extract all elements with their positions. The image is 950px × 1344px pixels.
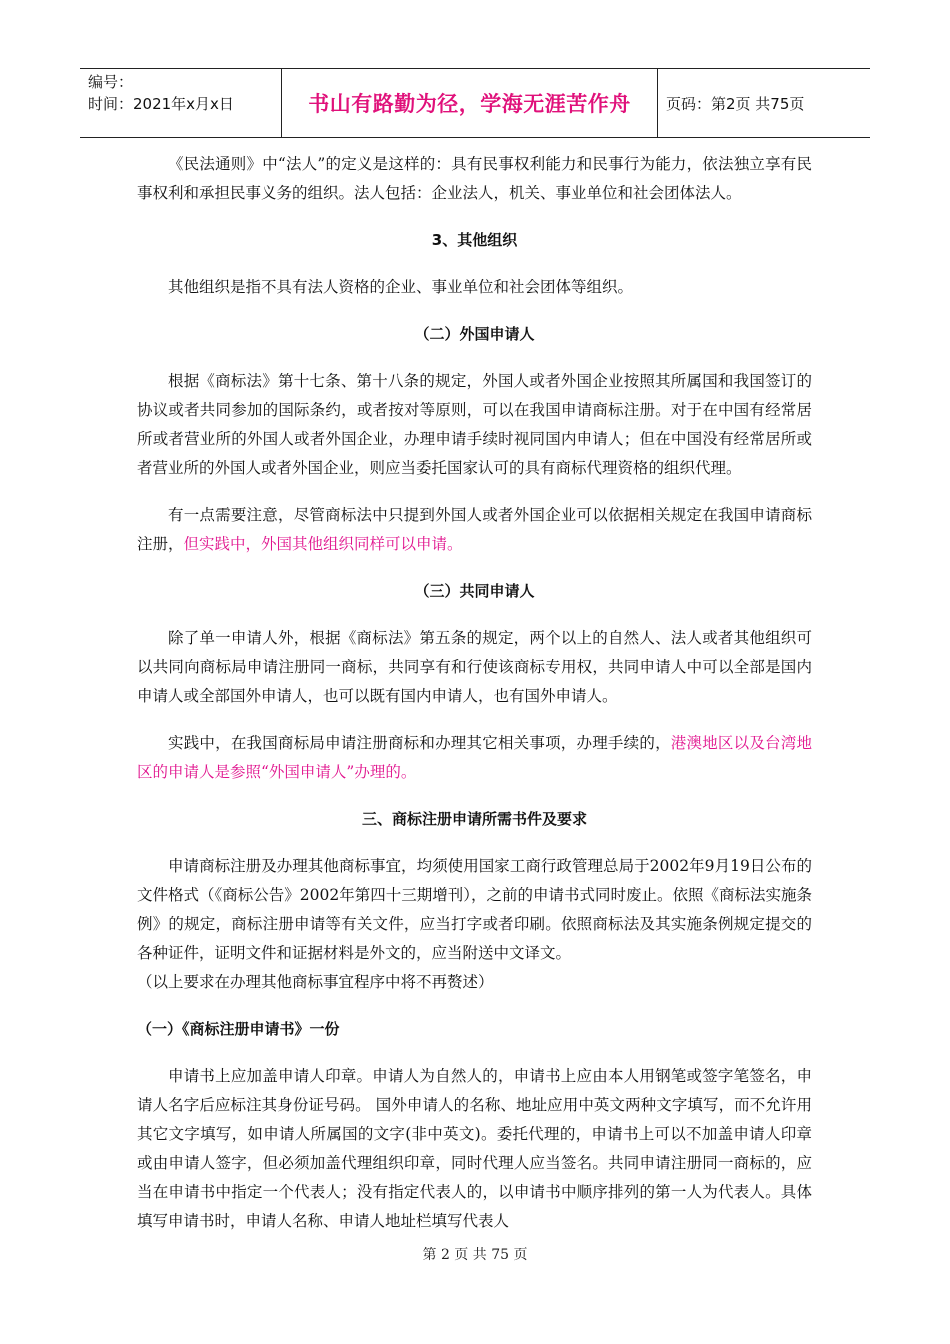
practice-text: 实践中，在我国商标局申请注册商标和办理其它相关事项，办理手续的， bbox=[168, 734, 671, 752]
paragraph-format-note: （以上要求在办理其他商标事宜程序中将不再赘述） bbox=[137, 973, 494, 991]
paragraph-document-format: 申请商标注册及办理其他商标事宜，均须使用国家工商行政管理总局于2002年9月19日公布的文件格式（《商标公告》2002年第四十三期增刊），之前的申请书式同时废止。依照《商标法实施条例》的规定，商标注册申请等有关文件，应当打字或者印刷。依照商标法及其实施条例规定提交的各种证件，证明文件和证据材料是外文的，应当附送中文译文。 bbox=[137, 857, 812, 962]
heading-other-organizations: 3、其他组织 bbox=[431, 231, 518, 249]
header-motto: 书山有路勤为径，学海无涯苦作舟 bbox=[282, 69, 658, 137]
paragraph-legal-person: 《民法通则》中“法人”的定义是这样的：具有民事权利能力和民事行为能力，依法独立享有民事权利和承担民事义务的组织。法人包括：企业法人，机关、事业单位和社会团体法人。 bbox=[137, 155, 812, 202]
document-body bbox=[137, 150, 812, 1236]
paragraph-foreign-applicants: 根据《商标法》第十七条、第十八条的规定，外国人或者外国企业按照其所属国和我国签订的协议或者共同参加的国际条约，或者按对等原则，可以在我国申请商标注册。对于在中国有经常居所或者营业所的外国人或者外国企业，办理申请手续时视同国内申请人；但在中国没有经常居所或者营业所的外国人或者外国企业，则应当委托国家认可的具有商标代理资格的组织代理。 bbox=[137, 372, 812, 477]
paragraph-practice bbox=[137, 729, 812, 787]
paragraph-note bbox=[137, 501, 812, 559]
heading-foreign-applicants: （二）外国申请人 bbox=[414, 325, 535, 343]
heading-section-three: 三、商标注册申请所需书件及要求 bbox=[361, 810, 587, 828]
page-header bbox=[80, 68, 870, 138]
paragraph-other-organizations: 其他组织是指不具有法人资格的企业、事业单位和社会团体等组织。 bbox=[168, 278, 634, 296]
number-label: 编号： bbox=[88, 73, 134, 91]
paragraph-joint-applicants: 除了单一申请人外，根据《商标法》第五条的规定，两个以上的自然人、法人或者其他组织可以共同向商标局申请注册同一商标，共同享有和行使该商标专用权，共同申请人中可以全部是国内申请人或全部国外申请人，也可以既有国内申请人，也有国外申请人。 bbox=[137, 629, 812, 705]
time-label: 时间：2021年x月x日 bbox=[88, 95, 234, 113]
practice-highlight: 港澳地区以及台湾地区的申请人是参照“外国申请人”办理的。 bbox=[137, 734, 812, 781]
note-text: 有一点需要注意，尽管商标法中只提到外国人或者外国企业可以依据相关规定在我国申请商标注册， bbox=[137, 506, 812, 553]
header-meta bbox=[80, 69, 282, 137]
heading-application-form: （一）《商标注册申请书》一份 bbox=[137, 1020, 340, 1038]
page-footer: 第 2 页 共 75 页 bbox=[422, 1247, 528, 1263]
heading-joint-applicants: （三）共同申请人 bbox=[414, 582, 535, 600]
header-page-info: 页码：第2页 共75页 bbox=[666, 94, 805, 113]
paragraph-application-form: 申请书上应加盖申请人印章。申请人为自然人的，申请书上应由本人用钢笔或签字笔签名，申请人名字后应标注其身份证号码。 国外申请人的名称、地址应用中英文两种文字填写，而不允许用其它文字填写，如申请人所属国的文字(非中英文)。委托代理的，申请书上可以不加盖申请人印章或由申请人签字，但必须加盖代理组织印章，同时代理人应当签名。共同申请注册同一商标的，应当在申请书中指定一个代表人；没有指定代表人的，以申请书中顺序排列的第一人为代表人。具体填写申请书时，申请人名称、申请人地址栏填写代表人 bbox=[137, 1067, 812, 1230]
note-highlight: 但实践中，外国其他组织同样可以申请。 bbox=[183, 535, 463, 553]
